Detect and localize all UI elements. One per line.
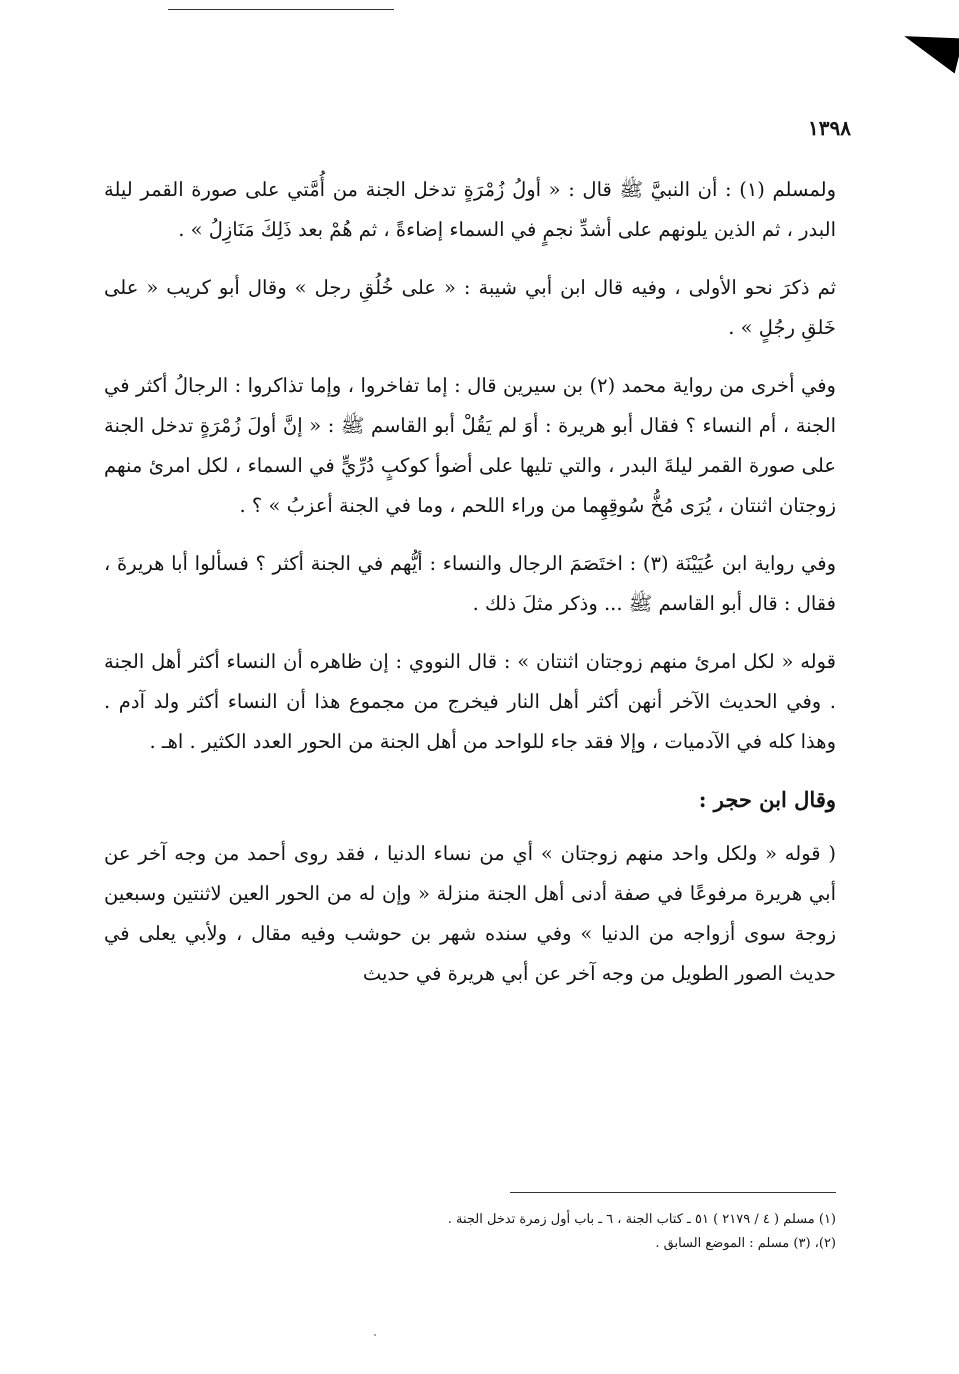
section-heading: وقال ابن حجر :	[698, 787, 836, 812]
paragraph-nawawi: قوله « لكل امرئ منهم زوجتان اثنتان » : قال النووي : إن ظاهره أن النساء أكثر أهل الجنة . وفي الحديث الآخر أنهن أكثر أهل النار فيخرج من مجموع هذا أن النساء أكثر ولد آدم . وهذا كله في الآدميات ، وإلا فقد جاء للواحد من أهل الجنة من الحور العدد الكثير . اهـ .	[104, 650, 836, 753]
paragraph-muslim-narration: ولمسلم (١) : أن النبيَّ ﷺ قال : « أولُ زُمْرَةٍ تدخل الجنة من أُمَّتي على صورة القمر ليلة البدر ، ثم الذين يلونهم على أشدِّ نجمٍ في السماء إضاءةً ، ثم هُمْ بعد ذَلِكَ مَنَازِلُ » .	[104, 178, 836, 241]
footnote-1: (١) مسلم ( ٤ / ٢١٧٩ ) ٥١ ـ كتاب الجنة ، ٦ ـ باب أول زمرة تدخل الجنة .	[447, 1212, 836, 1227]
page-corner-mark	[898, 25, 959, 74]
page-number: ١٣٩٨	[808, 116, 851, 140]
scan-speck	[374, 1334, 376, 1336]
footnotes	[300, 1208, 836, 1256]
paragraph-ibn-sirin: وفي أخرى من رواية محمد (٢) بن سيرين قال : إما تفاخروا ، وإما تذاكروا : الرجالُ أكثر في الجنة ، أم النساء ؟ فقال أبو هريرة : أوَ لم يَقُلْ أبو القاسم ﷺ : « إنَّ أولَ زُمْرَةٍ تدخل الجنة على صورة القمر ليلةَ البدر ، والتي تليها على أضوأ كوكبٍ دُرِّيٍّ في السماء ، لكل امرئ منهم زوجتان اثنتان ، يُرَى مُخُّ سُوقِهِما من وراء اللحم ، وما في الجنة أعزبُ » ؟ .	[104, 374, 836, 517]
paragraph-ibn-abi-shaybah: ثم ذكرَ نحو الأولى ، وفيه قال ابن أبي شيبة : « على خُلُقِ رجل » وقال أبو كريب « على خَلقِ رجُلٍ » .	[104, 276, 836, 339]
top-rule	[168, 9, 394, 10]
footnote-divider	[510, 1192, 836, 1193]
paragraph-ibn-hajar: ( قوله « ولكل واحد منهم زوجتان » أي من نساء الدنيا ، فقد روى أحمد من وجه آخر عن أبي هريرة مرفوعًا في صفة أدنى أهل الجنة منزلة « وإن له من الحور العين لاثنتين وسبعين زوجة سوى أزواجه من الدنيا » وفي سنده شهر بن حوشب وفيه مقال ، ولأبي يعلى في حديث الصور الطويل من وجه آخر عن أبي هريرة في حديث	[104, 842, 836, 985]
page-body	[104, 170, 836, 1012]
paragraph-ibn-uyaynah: وفي رواية ابن عُيَيْنَة (٣) : اختَصَمَ الرجال والنساء : أيُّهم في الجنة أكثر ؟ فسألوا أبا هريرةَ ، فقال : قال أبو القاسم ﷺ ... وذكر مثلَ ذلك .	[104, 552, 837, 615]
footnote-2-3: (٢)، (٣) مسلم : الموضع السابق .	[655, 1236, 836, 1251]
